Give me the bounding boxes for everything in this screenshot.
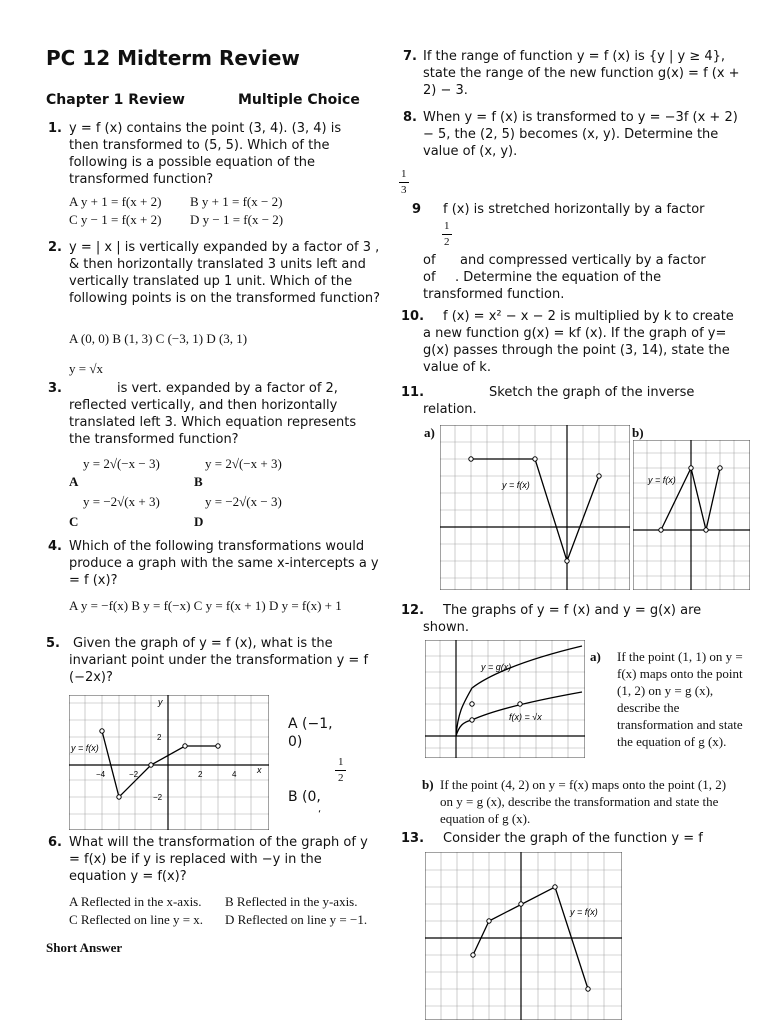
q3-number: 3. <box>48 381 62 396</box>
q4-number: 4. <box>48 539 62 554</box>
q5-half-den: 2 <box>338 772 344 784</box>
q5-half-num: 1 <box>338 756 344 768</box>
q9-frac2-top: 1 <box>444 220 450 232</box>
q3-equation: y = √x <box>69 361 103 376</box>
q6-option-c: C Reflected on line y = x. <box>69 912 204 927</box>
q3-option-c-eq: y = −2√(x + 3) <box>83 494 160 509</box>
q3-text: is vert. expanded by a factor of 2, reflected vertically, and then horizontally translated left 3. Which equation represents the transformed function? <box>69 381 357 447</box>
q5-ytick-2: 2 <box>157 733 162 742</box>
q1-number: 1. <box>48 121 62 136</box>
q6-option-a: A Reflected in the x-axis. <box>69 894 202 909</box>
q9-frac2-bot: 2 <box>444 236 450 248</box>
q3-option-d: D <box>194 514 204 529</box>
section-heading: Chapter 1 Review <box>46 92 185 108</box>
q4-text: Which of the following transformations would produce a graph with the same x-intercepts a y = f (x)? <box>69 539 379 588</box>
q5-number: 5. <box>46 636 60 651</box>
q11-number: 11. <box>401 385 425 400</box>
q9-frac-bar <box>399 182 409 183</box>
q9-frac-top: 1 <box>401 168 407 180</box>
q9-line2a: of <box>423 253 436 268</box>
q1-option-c: C y − 1 = f(x + 2) <box>69 212 162 227</box>
q8-number: 8. <box>403 110 417 125</box>
q3-option-d-eq: y = −2√(x − 3) <box>205 494 282 509</box>
q13-graph-label: y = f(x) <box>570 907 598 917</box>
q3-option-a-eq: y = 2√(−x − 3) <box>83 456 160 471</box>
q8-text: When y = f (x) is transformed to y = −3f (x + 2) − 5, the (2, 5) becomes (x, y). Determine the value of (x, y). <box>423 110 738 159</box>
q5-option-b: B (0, <box>288 789 321 805</box>
q6-option-d: D Reflected on line y = −1. <box>225 912 368 927</box>
q10-number: 10. <box>401 309 425 324</box>
q2-number: 2. <box>48 240 62 255</box>
q12-text: The graphs of y = f (x) and y = g(x) are shown. <box>423 603 702 635</box>
q5-fraction-bar <box>335 770 346 771</box>
q12-part-a-text: If the point (1, 1) on y = f(x) maps onto the point (1, 2) on y = g (x), describe the transformation and state the equation of g (x). <box>617 649 743 749</box>
q5-tick-neg4: −4 <box>96 770 106 779</box>
q9-line2b: and compressed vertically by a factor <box>460 253 706 268</box>
q13-text: Consider the graph of the function y = f <box>443 831 703 846</box>
q2-text: y = | x | is vertically expanded by a factor of 3 , & then horizontally translated 3 units left and vertically translated up 1 unit. Which of the following points is on the transformed function? <box>69 240 381 306</box>
q1-option-b: B y + 1 = f(x − 2) <box>190 194 283 209</box>
q11a-graph <box>440 425 630 590</box>
q5-tick-4: 4 <box>232 770 237 779</box>
q6-option-b: B Reflected in the y-axis. <box>225 894 358 909</box>
q9-line3a: of <box>423 270 436 285</box>
q12-f-label: f(x) = √x <box>509 712 542 722</box>
page-title: PC 12 Midterm Review <box>46 46 300 70</box>
q9-line3b: . Determine the equation of the <box>455 270 662 285</box>
q12-graph <box>425 640 585 758</box>
q5-tick-neg2: −2 <box>129 770 139 779</box>
q1-text: y = f (x) contains the point (3, 4). (3, 4) is then transformed to (5, 5). Which of the following is a possible equation of the transformed function? <box>69 121 342 187</box>
q7-text: If the range of function y = f (x) is {y | y ≥ 4}, state the range of the new function g(x) = f (x + 2) − 3. <box>423 49 740 98</box>
q5-graph <box>69 695 269 830</box>
q9-line4: transformed function. <box>423 287 565 302</box>
q5-x-axis-label: x <box>257 765 262 775</box>
q2-options: A (0, 0) B (1, 3) C (−3, 1) D (3, 1) <box>69 331 248 346</box>
q9-line1: f (x) is stretched horizontally by a factor <box>443 202 705 217</box>
q4-options: A y = −f(x) B y = f(−x) C y = f(x + 1) D y = f(x) + 1 <box>69 598 342 613</box>
q11b-graph <box>633 440 750 590</box>
q13-number: 13. <box>401 831 425 846</box>
q12-part-a-label: a) <box>590 649 601 664</box>
q9-frac2-bar <box>442 234 452 235</box>
q3-option-b: B <box>194 474 203 489</box>
q3-option-a: A <box>69 474 79 489</box>
q11-text: Sketch the graph of the inverse relation. <box>423 385 695 417</box>
q3-option-c: C <box>69 514 79 529</box>
q12-part-b-label: b) <box>422 777 434 792</box>
q11b-graph-label: y = f(x) <box>648 475 676 485</box>
q5-option-a-cont: 0) <box>288 734 303 750</box>
q12-number: 12. <box>401 603 425 618</box>
q11-part-a-label: a) <box>424 425 435 440</box>
q11a-graph-label: y = f(x) <box>502 480 530 490</box>
q5-y-axis-label: y <box>158 697 163 707</box>
q9-frac-bot: 3 <box>401 184 407 196</box>
q12-g-label: y = g(x) <box>481 662 512 672</box>
q6-number: 6. <box>48 835 62 850</box>
q7-number: 7. <box>403 49 417 64</box>
q13-graph <box>425 852 622 1020</box>
q12-part-b-text: If the point (4, 2) on y = f(x) maps onto the point (1, 2) on y = g (x), describe the transformation and state the equation of g (x). <box>440 777 727 826</box>
q9-number: 9 <box>412 202 422 217</box>
q1-option-a: A y + 1 = f(x + 2) <box>69 194 162 209</box>
q5-option-b-cont: ‘ <box>318 809 322 820</box>
q3-option-b-eq: y = 2√(−x + 3) <box>205 456 282 471</box>
q11-part-b-label: b) <box>632 425 644 440</box>
q6-text: What will the transformation of the graph of y = f(x) be if y is replaced with −y in the equation y = f(x)? <box>69 835 368 884</box>
q1-option-d: D y − 1 = f(x − 2) <box>190 212 284 227</box>
q10-text: f (x) = x² − x − 2 is multiplied by k to create a new function g(x) = kf (x). If the graph of y= g(x) passes through the point (3, 14), state the value of k. <box>423 309 734 375</box>
q5-option-a: A (−1, <box>288 716 333 732</box>
short-answer-heading: Short Answer <box>46 940 123 955</box>
q5-graph-label: y = f(x) <box>71 743 99 753</box>
q5-ytick-neg2: −2 <box>153 793 163 802</box>
q5-tick-2: 2 <box>198 770 203 779</box>
section-type: Multiple Choice <box>238 92 360 108</box>
q5-text: Given the graph of y = f (x), what is the invariant point under the transformation y = f (−2x)? <box>69 636 369 685</box>
